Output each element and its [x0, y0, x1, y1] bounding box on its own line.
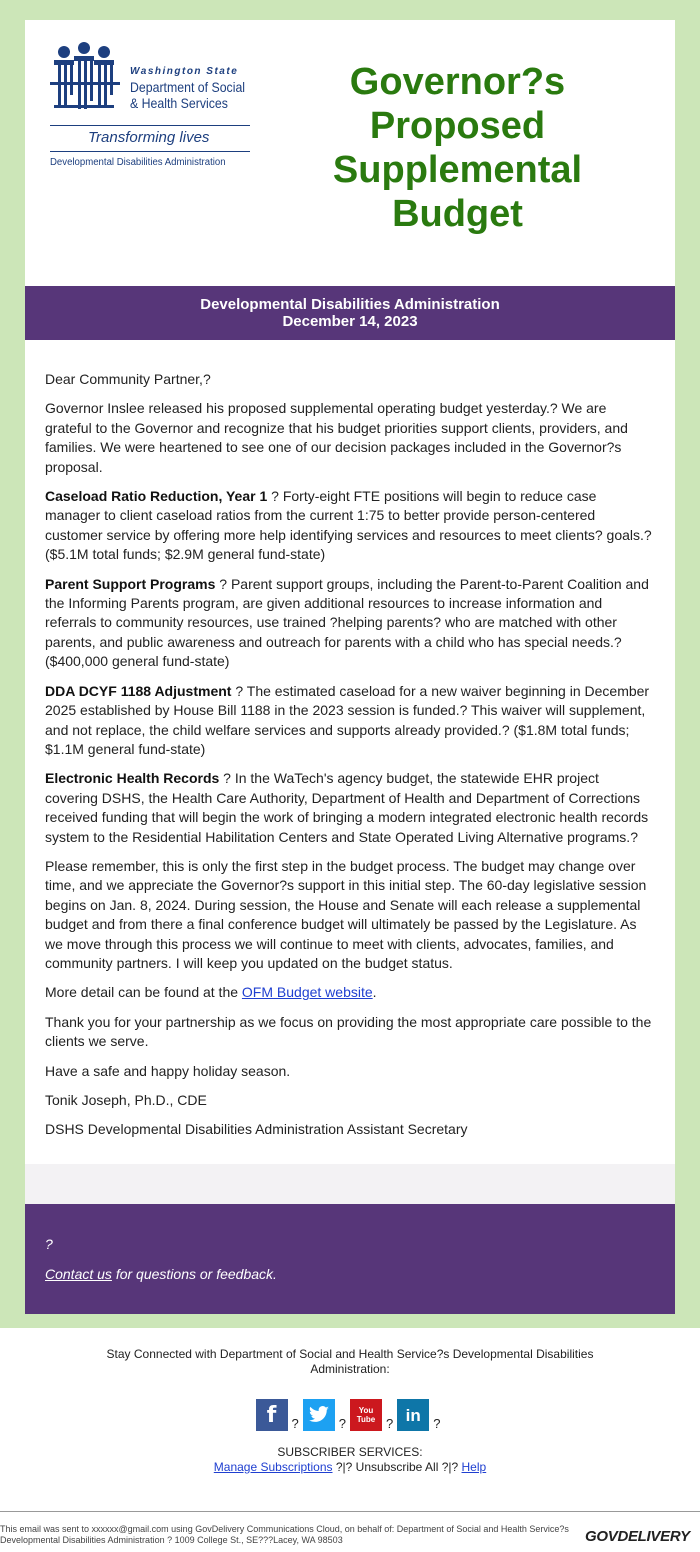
email-card [25, 20, 675, 1314]
date-banner [25, 286, 675, 340]
contact-us-link[interactable]: Contact us [45, 1265, 112, 1282]
logo-divider [50, 151, 250, 152]
link-separator: ?|? [438, 1460, 462, 1474]
youtube-icon[interactable]: You Tube [350, 1399, 382, 1431]
ofm-budget-link[interactable]: OFM Budget website [241, 984, 373, 1001]
email-header [25, 20, 675, 286]
subscriber-heading: SUBSCRIBER SERVICES: [277, 1445, 423, 1459]
greeting: Dear Community Partner,? [45, 371, 211, 387]
budget-item-text: ? Parent support groups, including the Parent-to-Parent Coalition and the Informing Parents program, are given additional resources to increase information and referrals to community resources, use trained ?helping parents? who are matched with other parents, and public awareness and outreach for parents with a child who has special needs.? ($400,000 general fund-state) [45, 575, 649, 670]
budget-item [45, 682, 655, 760]
linkedin-icon[interactable]: in [397, 1399, 429, 1431]
logo-state-text: Washington State [130, 66, 239, 77]
logo-department-text [130, 79, 245, 111]
budget-item-text: ? In the WaTech's agency budget, the statewide EHR project covering DSHS, the Health Care Authority, Department of Health and Department of Corrections received funding that will begin the work of bringing a modern integrated electronic health records system to the Residential Habilitation Centers and State Operated Living Alternative programs.? [45, 770, 649, 845]
detail-prefix: More detail can be found at the [45, 984, 242, 1001]
email-body [25, 340, 675, 1164]
social-item [350, 1399, 397, 1431]
budget-item-text: ? The estimated caseload for a new waiver beginning in December 2025 established by House Bill 1188 in the 2023 session is funded.? This waiver will supplement, and not replace, the child welfare services and supports already provided.? ($1.8M total funds; $1.1M general fund-state) [45, 682, 650, 757]
social-separator: ? [386, 1416, 394, 1431]
banner-administration: Developmental Disabilities Administration [200, 296, 500, 313]
social-separator: ? [291, 1416, 299, 1431]
signature-name: Tonik Joseph, Ph.D., CDE [45, 1092, 207, 1108]
stay-connected-text: Stay Connected with Department of Social and Health Service?s Developmental Disabilities Administration: [106, 1347, 594, 1376]
govdelivery-logo: GOVDELIVERY [585, 1528, 690, 1545]
contact-footer [25, 1204, 675, 1314]
logo-divider [50, 125, 250, 126]
social-links [0, 1395, 700, 1431]
budget-item-heading: DDA DCYF 1188 Adjustment [45, 682, 232, 699]
stay-connected [0, 1347, 700, 1475]
logo-tagline: Transforming lives [88, 129, 210, 146]
signature-title: DSHS Developmental Disabilities Administration Assistant Secretary [45, 1121, 468, 1138]
detail-suffix: . [372, 984, 377, 1001]
twitter-icon[interactable] [303, 1399, 335, 1431]
newsletter-title: Governor?s Proposed Supplemental Budget [332, 61, 583, 235]
budget-item [45, 487, 655, 565]
link-separator: ?|? [332, 1460, 356, 1474]
subscriber-services [0, 1445, 700, 1475]
budget-item-heading: Electronic Health Records [45, 770, 220, 787]
email-disclaimer: This email was sent to xxxxxx@gmail.com using GovDelivery Communications Cloud, on behalf of: Department of Social and Health Service?s Developmental Disabilities Administration ? 1009 College St., SE???Lacey, WA 98503 [0, 1524, 569, 1545]
dshs-people-icon [50, 42, 130, 122]
reminder-paragraph: Please remember, this is only the first step in the budget process. The budget may change over time, and we appreciate the Governor?s support in this initial step. The 60-day legislative session begins on Jan. 8, 2024. During session, the House and Senate will each release a supplemental budget and from there a final conference budget will ultimately be passed by the Legislature. As we move through this process we will continue to meet with clients, advocates, families, and community partners. I will keep you updated on the budget status. [45, 857, 647, 971]
budget-item [45, 575, 655, 672]
social-separator: ? [338, 1416, 346, 1431]
help-link[interactable]: Help [461, 1460, 487, 1474]
facebook-icon[interactable]: f [256, 1399, 288, 1431]
detail-paragraph [45, 983, 655, 1002]
social-separator: ? [433, 1416, 441, 1431]
contact-line [45, 1264, 655, 1284]
logo-dept-line2: & Health Services [130, 95, 228, 111]
twitter-bird-icon [308, 1406, 330, 1424]
dshs-logo [50, 42, 260, 182]
holiday-paragraph: Have a safe and happy holiday season. [45, 1062, 291, 1079]
manage-subscriptions-link[interactable]: Manage Subscriptions [213, 1460, 333, 1474]
unsubscribe-all-text: Unsubscribe All [355, 1460, 439, 1474]
budget-item-heading: Parent Support Programs [45, 575, 216, 592]
budget-item-heading: Caseload Ratio Reduction, Year 1 [45, 488, 268, 505]
footer-placeholder: ? [45, 1235, 53, 1252]
social-item [256, 1399, 303, 1431]
footer-divider [0, 1511, 700, 1512]
subscriber-links [0, 1460, 700, 1475]
budget-item-text: ? Forty-eight FTE positions will begin to reduce case manager to client caseload ratios from the current 1:75 to better provide person-centered customer service by offering more help identifying services and resources to meet clients? goals.? ($5.1M total funds; $2.9M general fund-state) [45, 488, 652, 563]
thanks-paragraph: Thank you for your partnership as we focus on providing the most appropriate care possible to the clients we serve. [45, 1013, 652, 1050]
budget-item [45, 769, 655, 847]
logo-administration-text: Developmental Disabilities Administration [50, 157, 226, 168]
banner-date: December 14, 2023 [282, 313, 418, 330]
contact-suffix: for questions or feedback. [111, 1265, 277, 1282]
logo-dept-line1: Department of Social [130, 79, 246, 95]
spacer-band [25, 1164, 675, 1204]
social-item [303, 1399, 350, 1431]
intro-paragraph: Governor Inslee released his proposed supplemental operating budget yesterday.? We are grateful to the Governor and recognize that his budget priorities support clients, providers, and families. We were heartened to see one of our decision packages included in the Governor?s proposal. [45, 400, 628, 475]
social-item [397, 1399, 444, 1431]
